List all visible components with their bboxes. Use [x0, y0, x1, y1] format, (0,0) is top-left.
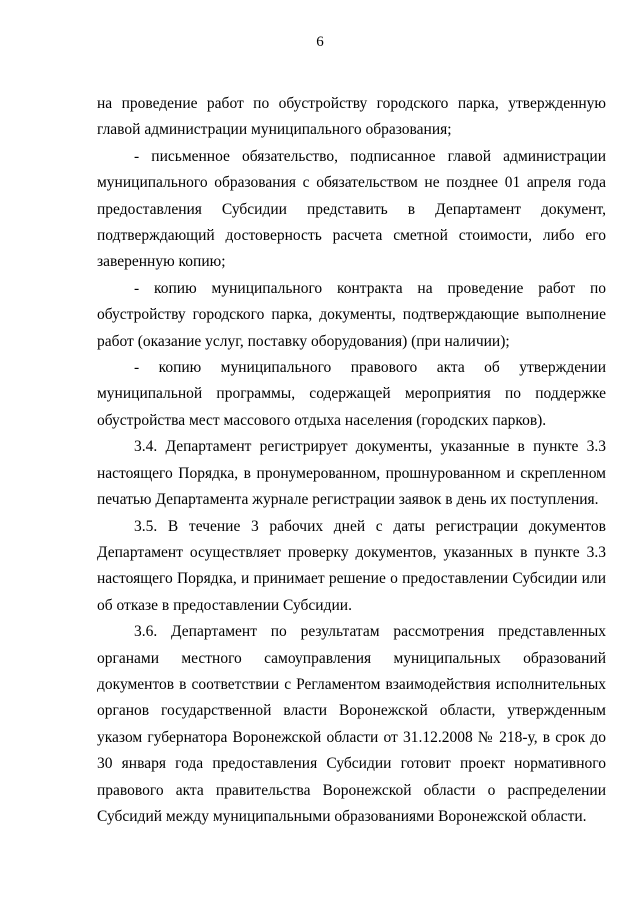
paragraph-written-obligation: - письменное обязательство, подписанное главой администрации муниципального образования с обязательством не позднее 01 апреля года предоставления Субсидии представить в Департамент документ, подтверждающий достоверность расчета сметной стоимости, либо его заверенную копию; [97, 147, 606, 271]
paragraph-contract-copy: - копию муниципального контракта на проведение работ по обустройству городского парка, документы, подтверждающие выполнение работ (оказание услуг, поставку оборудования) (при наличии); [97, 279, 606, 350]
paragraph-clause-3-5: 3.5. В течение 3 рабочих дней с даты регистрации документов Департамент осуществляет проверку документов, указанных в пункте 3.3 настоящего Порядка, и принимает решение о предоставлении Субсидии или об отказе в предоставлении Субсидии. [97, 517, 606, 614]
paragraph-clause-3-6: 3.6. Департамент по результатам рассмотрения представленных органами местного самоуправления муниципальных образований документов в соответствии с Регламентом взаимодействия исполнительных органов государственной власти Воронежской области, утвержденным указом губернатора Воронежской области от 31.12.2008 № 218-у, в срок до 30 января года предоставления Субсидии готовит проект нормативного правового акта правительства Воронежской области о распределении Субсидий между муниципальными образованиями Воронежской области. [97, 623, 606, 825]
paragraph-legal-act-copy: - копию муниципального правового акта об утверждении муниципальной программы, содержащей мероприятия по поддержке обустройства мест массового отдыха населения (городских парков). [97, 359, 606, 429]
paragraph-clause-3-4: 3.4. Департамент регистрирует документы, указанные в пункте 3.3 настоящего Порядка, в пронумерованном, прошнурованном и скрепленном печатью Департамента журнале регистрации заявок в день их поступления. [97, 438, 606, 509]
paragraph-continuation: на проведение работ по обустройству городского парка, утвержденную главой администрации муниципального образования; [97, 95, 606, 139]
document-body [97, 91, 606, 830]
page-number: 6 [316, 34, 324, 50]
